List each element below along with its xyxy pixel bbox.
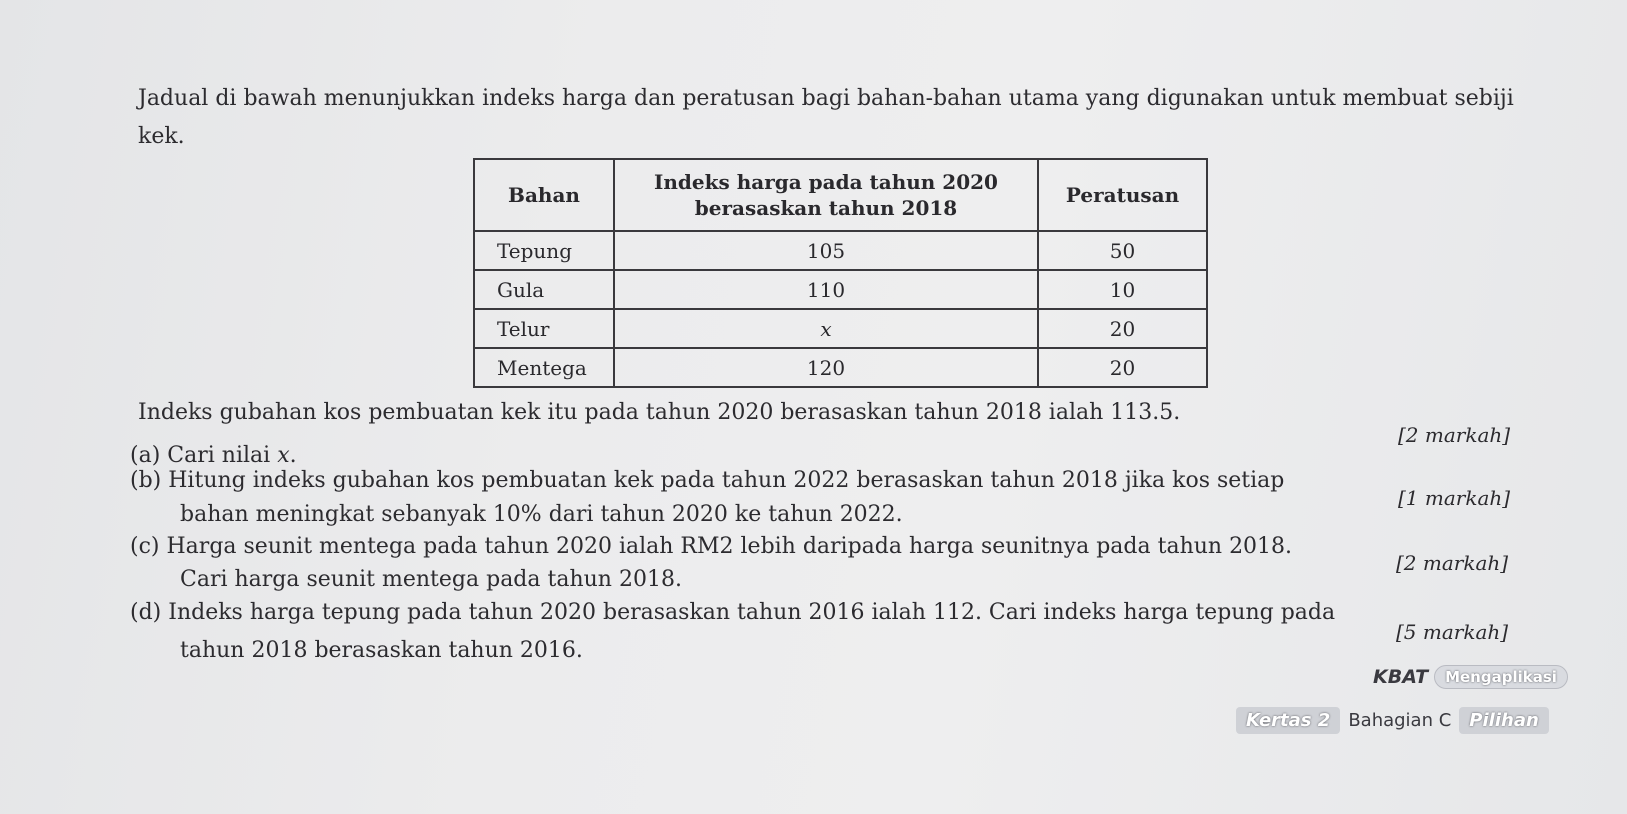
question-d-text1: Indeks harga tepung pada tahun 2020 berasaskan tahun 2016 ialah 112. Cari indeks harga tepung pada xyxy=(168,600,1336,625)
question-d-line2: tahun 2018 berasaskan tahun 2016. xyxy=(180,638,583,663)
question-b-line1 xyxy=(130,468,1284,493)
marks-d: [5 markah] xyxy=(1396,620,1509,644)
kbat-badge xyxy=(1373,662,1568,692)
question-c-line2: Cari harga seunit mentega pada tahun 2018. xyxy=(180,567,682,592)
cell-peratusan: 50 xyxy=(1038,231,1207,270)
cell-bahan: Gula xyxy=(474,270,614,309)
kertas-badge: Kertas 2 xyxy=(1236,707,1340,734)
question-b-text1: Hitung indeks gubahan kos pembuatan kek pada tahun 2022 berasaskan tahun 2018 jika kos setiap xyxy=(168,468,1285,493)
question-a-label: (a) xyxy=(130,443,161,468)
question-b-label: (b) xyxy=(130,468,162,493)
price-index-table xyxy=(473,158,1208,388)
table-row xyxy=(474,270,1207,309)
cell-peratusan: 20 xyxy=(1038,348,1207,387)
cell-peratusan: 10 xyxy=(1038,270,1207,309)
cell-indeks: 105 xyxy=(614,231,1038,270)
question-d-label: (d) xyxy=(130,600,162,625)
question-b-line2: bahan meningkat sebanyak 10% dari tahun 2020 ke tahun 2022. xyxy=(180,502,903,527)
marks-a: [2 markah] xyxy=(1398,423,1511,447)
kbat-type-pill: Mengaplikasi xyxy=(1434,665,1568,689)
question-d-line1 xyxy=(130,600,1335,625)
cell-peratusan: 20 xyxy=(1038,309,1207,348)
question-a-end: . xyxy=(289,443,297,468)
header-peratusan: Peratusan xyxy=(1038,159,1207,231)
table-row xyxy=(474,231,1207,270)
cell-indeks: 110 xyxy=(614,270,1038,309)
intro-text: Jadual di bawah menunjukkan indeks harga dan peratusan bagi bahan-bahan utama yang digunakan untuk membuat sebiji kek. xyxy=(138,86,1514,149)
marks-b: [1 markah] xyxy=(1398,486,1511,510)
cell-bahan: Mentega xyxy=(474,348,614,387)
cell-bahan: Tepung xyxy=(474,231,614,270)
paper-section-badges xyxy=(1236,704,1549,736)
statement-text: Indeks gubahan kos pembuatan kek itu pada tahun 2020 berasaskan tahun 2018 ialah 113.5. xyxy=(138,400,1181,425)
marks-c: [2 markah] xyxy=(1396,551,1509,575)
question-c-line1 xyxy=(130,534,1292,559)
kbat-label: KBAT xyxy=(1373,666,1429,688)
table-header-row xyxy=(474,159,1207,231)
cell-indeks: 120 xyxy=(614,348,1038,387)
table-row xyxy=(474,309,1207,348)
header-bahan: Bahan xyxy=(474,159,614,231)
table-row xyxy=(474,348,1207,387)
question-a-var: x xyxy=(277,443,290,468)
question-a xyxy=(130,443,297,468)
header-indeks: Indeks harga pada tahun 2020 berasaskan tahun 2018 xyxy=(614,159,1038,231)
bahagian-label: Bahagian C xyxy=(1348,709,1452,731)
question-a-text: Cari nilai xyxy=(167,443,278,468)
question-c-text1: Harga seunit mentega pada tahun 2020 ialah RM2 lebih daripada harga seunitnya pada tahun 2018. xyxy=(166,534,1293,559)
cell-bahan: Telur xyxy=(474,309,614,348)
question-c-label: (c) xyxy=(130,534,160,559)
cell-indeks: x xyxy=(614,309,1038,348)
pilihan-badge: Pilihan xyxy=(1459,707,1548,734)
